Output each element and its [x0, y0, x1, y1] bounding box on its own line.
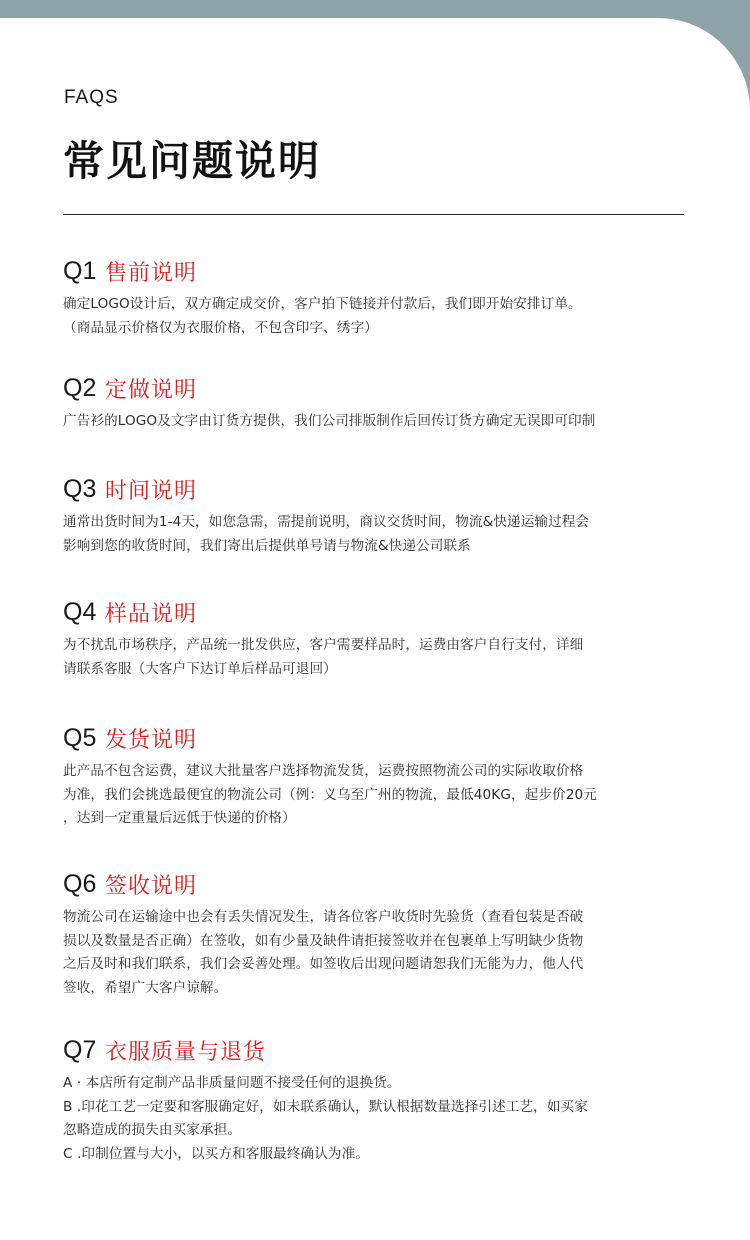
- answer-line: （商品显示价格仅为衣服价格，不包含印字、绣字）: [63, 319, 378, 336]
- faq-heading: [63, 1033, 693, 1067]
- answer-line: B .印花工艺一定要和客服确定好，如未联系确认，默认根据数量选择引述工艺，如买家: [63, 1098, 588, 1115]
- question-number: Q4: [63, 597, 97, 626]
- answer-text: [63, 293, 693, 340]
- answer-line: 忽略造成的损失由买家承担。: [63, 1122, 242, 1138]
- answer-line: 确定LOGO设计后，双方确定成交价，客户拍下链接并付款后，我们即开始安排订单。: [63, 296, 582, 312]
- question-title: 签收说明: [105, 873, 198, 899]
- faq-heading: [63, 254, 693, 288]
- faq-heading: [63, 867, 693, 901]
- answer-line: 影响到您的收货时间，我们寄出后提供单号请与物流&快递公司联系: [63, 537, 471, 554]
- answer-line: C .印制位置与大小，以买方和客服最终确认为准。: [63, 1145, 370, 1162]
- question-title: 发货说明: [105, 727, 198, 753]
- question-number: Q5: [63, 723, 97, 752]
- answer-line: A · 本店所有定制产品非质量问题不接受任何的退换货。: [63, 1075, 401, 1091]
- question-title: 售前说明: [105, 260, 198, 286]
- question-title: 衣服质量与退货: [105, 1039, 267, 1065]
- question-number: Q6: [63, 869, 97, 898]
- faq-item-3: [63, 472, 693, 558]
- faq-heading: [63, 595, 693, 629]
- faq-heading: [63, 721, 693, 755]
- faq-item-6: [63, 867, 693, 1000]
- answer-text: [63, 410, 693, 434]
- faq-item-7: [63, 1033, 693, 1166]
- answer-line: 通常出货时间为1-4天，如您急需，需提前说明，商议交货时间，物流&快递运输过程会: [63, 514, 590, 530]
- answer-line: ，达到一定重量后远低于快递的价格）: [63, 810, 296, 826]
- faqs-eyebrow: FAQS: [64, 87, 119, 108]
- answer-text: [63, 906, 693, 1000]
- question-number: Q2: [63, 373, 97, 402]
- answer-line: 为准，我们会挑选最便宜的物流公司（例：义乌至广州的物流，最低40KG，起步价20元: [63, 786, 597, 803]
- page-title: 常见问题说明: [63, 137, 321, 185]
- question-title: 定做说明: [105, 377, 198, 403]
- answer-text: [63, 760, 693, 831]
- question-number: Q7: [63, 1035, 97, 1064]
- answer-line: 之后及时和我们联系，我们会妥善处理。如签收后出现问题请恕我们无能为力，他人代: [63, 956, 584, 972]
- faq-heading: [63, 371, 693, 405]
- answer-text: [63, 634, 693, 681]
- faq-item-1: [63, 254, 693, 340]
- answer-text: [63, 1072, 693, 1166]
- answer-text: [63, 511, 693, 558]
- answer-line: 损以及数量是否正确）在签收，如有少量及缺件请拒接签收并在包裹单上写明缺少货物: [63, 932, 584, 949]
- faq-item-2: [63, 371, 693, 434]
- faq-item-4: [63, 595, 693, 681]
- question-title: 样品说明: [105, 601, 198, 627]
- answer-line: 此产品不包含运费，建议大批量客户选择物流发货，运费按照物流公司的实际收取价格: [63, 763, 584, 779]
- question-number: Q1: [63, 256, 97, 285]
- answer-line: 请联系客服（大客户下达订单后样品可退回）: [63, 660, 337, 677]
- question-number: Q3: [63, 474, 97, 503]
- faq-item-5: [63, 721, 693, 831]
- title-divider: [63, 214, 684, 215]
- answer-line: 物流公司在运输途中也会有丢失情况发生，请各位客户收货时先验货（查看包装是否破: [63, 909, 584, 925]
- answer-line: 为不扰乱市场秩序，产品统一批发供应，客户需要样品时，运费由客户自行支付，详细: [63, 637, 584, 653]
- answer-line: 签收，希望广大客户谅解。: [63, 979, 228, 996]
- faq-card: [0, 18, 750, 1240]
- question-title: 时间说明: [105, 478, 198, 504]
- answer-line: 广告衫的LOGO及文字由订货方提供，我们公司排版制作后回传订货方确定无误即可印制: [63, 413, 596, 429]
- faq-heading: [63, 472, 693, 506]
